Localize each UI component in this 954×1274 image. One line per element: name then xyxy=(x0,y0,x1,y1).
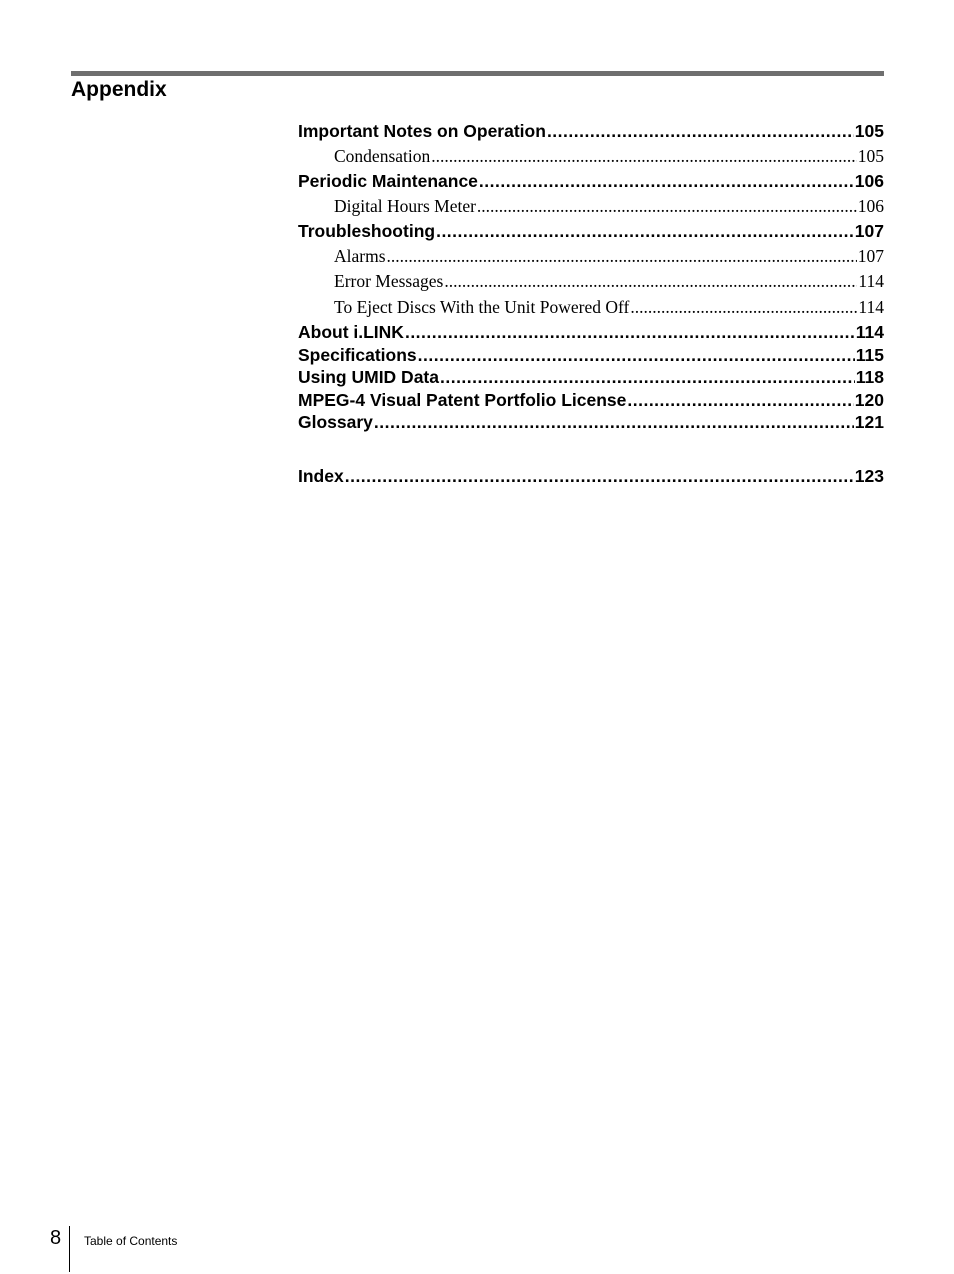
toc-entry[interactable] xyxy=(298,344,884,367)
toc-entry-label: Specifications xyxy=(298,344,417,365)
section-title: Appendix xyxy=(71,78,167,101)
toc-entry-page: 114 xyxy=(858,296,884,317)
toc-entry[interactable] xyxy=(298,321,884,344)
toc-leader-dots xyxy=(374,411,854,434)
toc-leader-dots xyxy=(444,269,857,295)
toc-entry-label: Troubleshooting xyxy=(298,221,436,241)
section-rule xyxy=(71,71,884,76)
toc-leader-dots xyxy=(547,120,854,143)
footer-page-number: 8 xyxy=(50,1227,62,1249)
toc-entry-label: Alarms xyxy=(334,245,386,266)
toc-entry[interactable] xyxy=(298,220,884,243)
toc-leader-dots xyxy=(440,366,855,389)
toc-entry[interactable] xyxy=(298,366,884,389)
toc-subentry[interactable] xyxy=(298,194,884,220)
toc-leader-dots xyxy=(477,194,857,220)
toc-entry-label: MPEG-4 Visual Patent Portfolio License xyxy=(298,389,627,410)
toc-leader-dots xyxy=(387,244,857,270)
toc-entry-page: 114 xyxy=(858,271,884,291)
toc-entry-label: Glossary xyxy=(298,412,373,432)
footer-divider xyxy=(69,1226,70,1272)
toc-spacer xyxy=(298,434,884,465)
toc-entry-page: 115 xyxy=(855,344,884,365)
toc-leader-dots xyxy=(479,170,854,193)
toc-entry-page: 107 xyxy=(857,245,884,266)
toc-entry-page: 123 xyxy=(854,465,884,486)
toc-entry-page: 106 xyxy=(857,195,884,216)
toc-leader-dots xyxy=(418,344,855,367)
toc-leader-dots xyxy=(345,465,854,488)
toc-entry-page: 118 xyxy=(855,367,884,387)
toc-leader-dots xyxy=(405,321,855,344)
toc-entry-label: Periodic Maintenance xyxy=(298,171,478,191)
toc-entry-page: 120 xyxy=(854,389,884,410)
toc-entry-label: Important Notes on Operation xyxy=(298,121,546,141)
toc-entry-label: Using UMID Data xyxy=(298,367,439,387)
toc-entry-page: 106 xyxy=(854,171,884,191)
toc-entry[interactable] xyxy=(298,389,884,412)
toc-entry-label: Condensation xyxy=(334,145,431,166)
toc-leader-dots xyxy=(431,144,857,170)
footer-section-label: Table of Contents xyxy=(84,1234,178,1248)
toc-subentry[interactable] xyxy=(298,295,884,321)
toc-leader-dots xyxy=(630,295,857,321)
toc-entry-page: 114 xyxy=(855,322,884,342)
toc-entry-label: To Eject Discs With the Unit Powered Off xyxy=(334,296,630,317)
toc-entry[interactable] xyxy=(298,411,884,434)
toc-leader-dots xyxy=(627,389,853,412)
toc-subentry[interactable] xyxy=(298,244,884,270)
toc-entry-label: Digital Hours Meter xyxy=(334,195,476,216)
table-of-contents xyxy=(298,120,884,487)
toc-entry-index[interactable] xyxy=(298,465,884,488)
toc-subentry[interactable] xyxy=(298,144,884,170)
toc-entry[interactable] xyxy=(298,170,884,193)
toc-entry-page: 121 xyxy=(854,412,884,432)
toc-entry-page: 105 xyxy=(857,145,884,166)
toc-entry[interactable] xyxy=(298,120,884,143)
toc-entry-label: Index xyxy=(298,465,344,486)
toc-entry-page: 107 xyxy=(854,221,884,241)
toc-subentry[interactable] xyxy=(298,269,884,295)
toc-leader-dots xyxy=(436,220,854,243)
toc-entry-label: About i.LINK xyxy=(298,322,404,342)
toc-entry-label: Error Messages xyxy=(334,271,444,291)
toc-entry-page: 105 xyxy=(854,121,884,141)
